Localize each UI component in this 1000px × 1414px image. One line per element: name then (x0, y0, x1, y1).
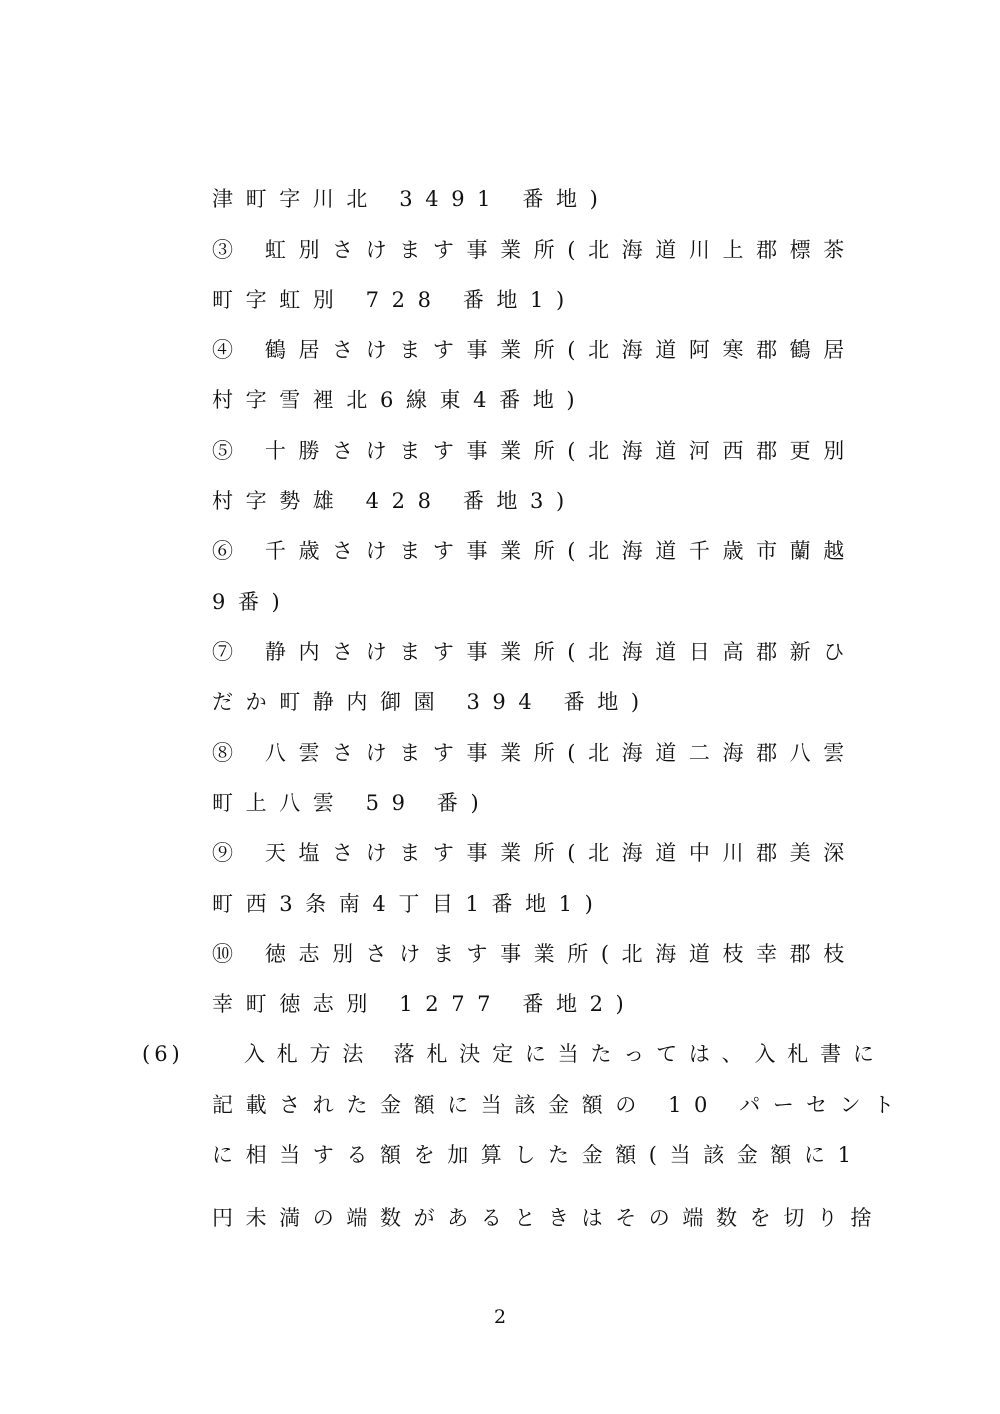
list-item-line: ⑥ 千歳さけます事業所(北海道千歳市蘭越 (212, 539, 857, 563)
text-line: 幸町徳志別 1277 番地2) (212, 992, 637, 1016)
list-item-line: ⑨ 天塩さけます事業所(北海道中川郡美深 (212, 841, 857, 865)
text-line: 町上八雲 59 番) (212, 791, 492, 815)
list-item-line: ⑧ 八雲さけます事業所(北海道二海郡八雲 (212, 741, 857, 765)
text-line: 記載された金額に当該金額の 10 パーセント (212, 1093, 907, 1117)
text-line: 町西3条南4丁目1番地1) (212, 892, 606, 916)
text-line: に相当する額を加算した金額(当該金額に1 (212, 1143, 864, 1167)
list-item-line: ⑤ 十勝さけます事業所(北海道河西郡更別 (212, 439, 857, 463)
list-item-line: ⑩ 徳志別さけます事業所(北海道枝幸郡枝 (212, 942, 857, 966)
text-line: だか町静内御園 394 番地) (212, 690, 652, 714)
list-item-line: ④ 鶴居さけます事業所(北海道阿寒郡鶴居 (212, 338, 857, 362)
text-line: 村字雪裡北6線東4番地) (212, 388, 588, 412)
list-item-line: ⑦ 静内さけます事業所(北海道日高郡新ひ (212, 640, 857, 664)
text-line: 9番) (212, 590, 293, 614)
section-heading-line: 入札方法 落札決定に当たっては、入札書に (244, 1042, 886, 1066)
text-line: 円未満の端数があるときはその端数を切り捨 (212, 1206, 884, 1230)
text-line: 村字勢雄 428 番地3) (212, 489, 577, 513)
list-item-line: ③ 虹別さけます事業所(北海道川上郡標茶 (212, 238, 857, 262)
text-line: 津町字川北 3491 番地) (212, 187, 611, 211)
text-line: 町字虹別 728 番地1) (212, 288, 577, 312)
section-marker: (6) (142, 1042, 184, 1066)
page-number: 2 (493, 1306, 507, 1328)
